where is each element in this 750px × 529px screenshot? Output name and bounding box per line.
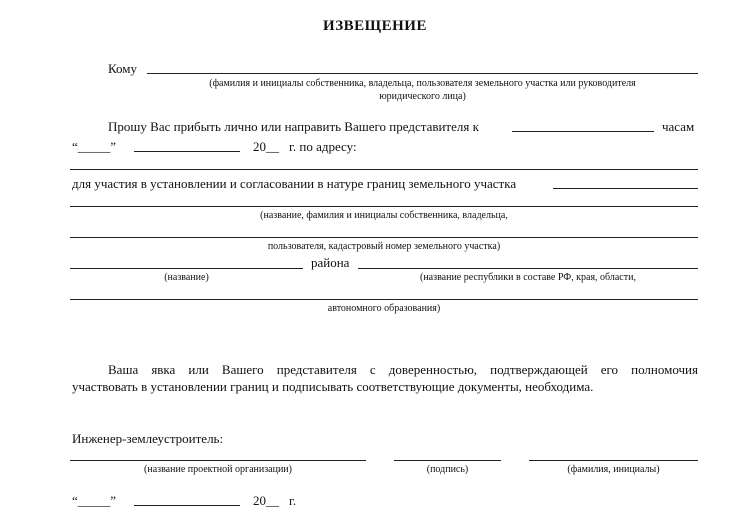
request-text: Прошу Вас прибыть лично или направить Вашего представителя к: [108, 119, 479, 134]
district-name-line[interactable]: [70, 268, 303, 269]
address-field-line[interactable]: [70, 169, 698, 170]
hours-label: часам: [662, 119, 695, 134]
owner-caption-line1: (название, фамилия и инициалы собственника, владельца,: [260, 210, 508, 221]
to-caption-line1: (фамилия и инициалы собственника, владельца, пользователя земельного участка или руководителя: [209, 78, 636, 89]
region-caption: (название республики в составе РФ, края, области,: [420, 272, 636, 283]
name-caption: (название): [164, 272, 209, 283]
autonomy-field-line[interactable]: [70, 299, 698, 300]
to-label: Кому: [108, 61, 138, 76]
document-title: ИЗВЕЩЕНИЕ: [323, 18, 427, 34]
paragraph-line1: Ваша явка или Вашего представителя с доверенностью, подтверждающей его полномочия: [108, 362, 698, 377]
to-field-line[interactable]: [147, 73, 698, 74]
region-name-line[interactable]: [358, 268, 698, 269]
date-year-field[interactable]: 20__: [253, 139, 279, 154]
bottom-date-month-line[interactable]: [134, 505, 240, 506]
autonomy-caption: автономного образования): [327, 303, 441, 314]
organization-line[interactable]: [70, 460, 366, 461]
signature-line[interactable]: [394, 460, 501, 461]
signature-caption: (подпись): [426, 464, 469, 475]
organization-caption: (название проектной организации): [144, 464, 292, 475]
hour-field-line[interactable]: [512, 131, 654, 132]
plot-field-line[interactable]: [553, 188, 698, 189]
bottom-date-year-field[interactable]: 20__: [253, 493, 279, 508]
bottom-year-suffix: г.: [289, 493, 297, 508]
owner-caption-line2: пользователя, кадастровый номер земельного участка): [267, 241, 501, 252]
district-label: района: [311, 255, 350, 270]
date-month-line[interactable]: [134, 151, 240, 152]
owner-field-line1[interactable]: [70, 206, 698, 207]
date-day-field[interactable]: “_____”: [72, 139, 117, 154]
fio-line[interactable]: [529, 460, 698, 461]
participation-text: для участия в установлении и согласовании в натуре границ земельного участка: [72, 176, 517, 191]
address-label: г. по адресу:: [289, 139, 357, 154]
bottom-date-day-field[interactable]: “_____”: [72, 493, 117, 508]
to-caption-line2: юридического лица): [379, 91, 466, 102]
paragraph-line2: участвовать в установлении границ и подписывать соответствующие документы, необходима.: [72, 379, 594, 394]
owner-field-line2[interactable]: [70, 237, 698, 238]
fio-caption: (фамилия, инициалы): [567, 464, 660, 475]
engineer-label: Инженер-землеустроитель:: [72, 431, 224, 446]
